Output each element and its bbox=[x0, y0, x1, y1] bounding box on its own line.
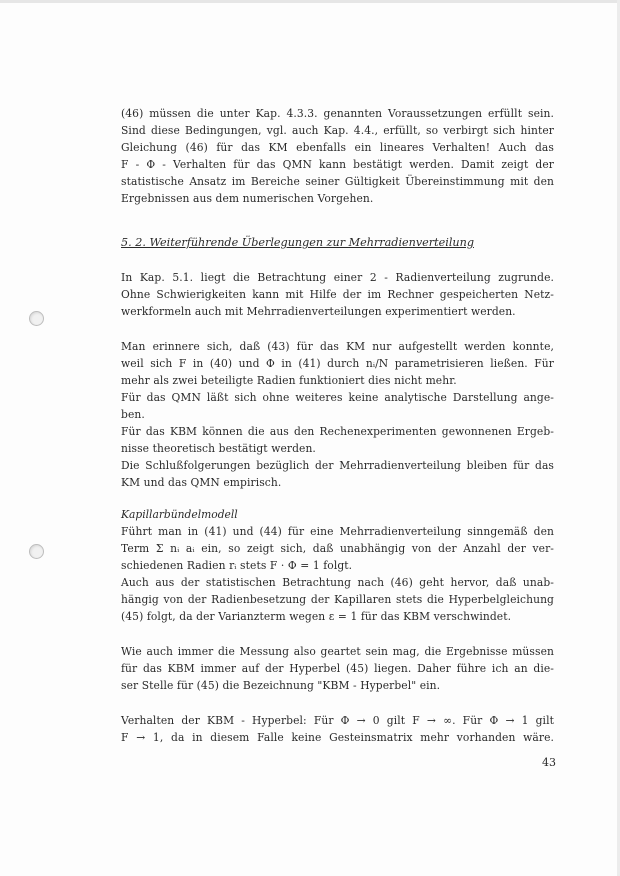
text-line: für das KBM immer auf der Hyperbel (45) liegen. Daher führe ich an die- bbox=[121, 662, 554, 675]
text-line: In Kap. 5.1. liegt die Betrachtung einer 2 - Radienverteilung zugrunde. bbox=[121, 271, 554, 284]
text-line: hängig von der Radienbesetzung der Kapillaren stets die Hyperbelgleichung bbox=[121, 593, 554, 606]
text-line: KM und das QMN empirisch. bbox=[121, 476, 282, 489]
text-line: Gleichung (46) für das KM ebenfalls ein lineares Verhalten! Auch das bbox=[121, 141, 554, 154]
text-line: F - Φ - Verhalten für das QMN kann bestätigt werden. Damit zeigt der bbox=[121, 158, 554, 171]
text-line: statistische Ansatz im Bereiche seiner Gültigkeit Übereinstimmung mit den bbox=[121, 175, 554, 188]
text-line: (46) müssen die unter Kap. 4.3.3. genannten Voraussetzungen erfüllt sein. bbox=[121, 107, 554, 120]
text-line: (45) folgt, da der Varianzterm wegen ε = 1 für das KBM verschwindet. bbox=[121, 610, 512, 623]
text-line: F → 1, da in diesem Falle keine Gesteinsmatrix mehr vorhanden wäre. bbox=[121, 731, 554, 744]
punch-hole-upper bbox=[29, 311, 44, 326]
text-line: ben. bbox=[121, 408, 145, 421]
text-line: Ohne Schwierigkeiten kann mit Hilfe der im Rechner gespeicherten Netz- bbox=[121, 288, 554, 301]
text-line: Sind diese Bedingungen, vgl. auch Kap. 4.4., erfüllt, so verbirgt sich hinter bbox=[121, 124, 554, 137]
page-number: 43 bbox=[542, 756, 556, 769]
page-body bbox=[121, 105, 554, 746]
paragraph-6 bbox=[121, 712, 554, 746]
subheading: Kapillarbündelmodell bbox=[121, 508, 238, 521]
text-line: weil sich F in (40) und Φ in (41) durch nᵢ/N parametrisieren ließen. Für bbox=[121, 357, 554, 370]
text-line: Auch aus der statistischen Betrachtung nach (46) geht hervor, daß unab- bbox=[121, 576, 554, 589]
text-line: Ergebnissen aus dem numerischen Vorgehen. bbox=[121, 192, 374, 205]
section-heading: 5. 2. Weiterführende Überlegungen zur Mehrradienverteilung bbox=[121, 236, 474, 249]
paragraph-3 bbox=[121, 338, 554, 491]
paragraph-1 bbox=[121, 105, 554, 207]
text-line: nisse theoretisch bestätigt werden. bbox=[121, 442, 316, 455]
punch-hole-lower bbox=[29, 544, 44, 559]
text-line: schiedenen Radien rᵢ stets F · Φ = 1 folgt. bbox=[121, 559, 353, 572]
text-line: Man erinnere sich, daß (43) für das KM nur aufgestellt werden konnte, bbox=[121, 340, 554, 353]
text-line: Wie auch immer die Messung also geartet sein mag, die Ergebnisse müssen bbox=[121, 645, 554, 658]
text-line: Führt man in (41) und (44) für eine Mehrradienverteilung sinngemäß den bbox=[121, 525, 554, 538]
page-top-edge bbox=[0, 0, 620, 3]
text-line: Für das QMN läßt sich ohne weiteres keine analytische Darstellung ange- bbox=[121, 391, 554, 404]
text-line: ser Stelle für (45) die Bezeichnung "KBM - Hyperbel" ein. bbox=[121, 679, 441, 692]
paragraph-2 bbox=[121, 269, 554, 320]
text-line: Für das KBM können die aus den Rechenexperimenten gewonnenen Ergeb- bbox=[121, 425, 554, 438]
text-line: Die Schlußfolgerungen bezüglich der Mehrradienverteilung bleiben für das bbox=[121, 459, 554, 472]
text-line: mehr als zwei beteiligte Radien funktioniert dies nicht mehr. bbox=[121, 374, 457, 387]
text-line: werkformeln auch mit Mehrradienverteilungen experimentiert werden. bbox=[121, 305, 516, 318]
paragraph-5 bbox=[121, 643, 554, 694]
text-line: Term Σ nᵢ aᵢ ein, so zeigt sich, daß unabhängig von der Anzahl der ver- bbox=[121, 542, 554, 555]
text-line: Verhalten der KBM - Hyperbel: Für Φ → 0 gilt F → ∞. Für Φ → 1 gilt bbox=[121, 714, 554, 727]
paragraph-4 bbox=[121, 523, 554, 625]
